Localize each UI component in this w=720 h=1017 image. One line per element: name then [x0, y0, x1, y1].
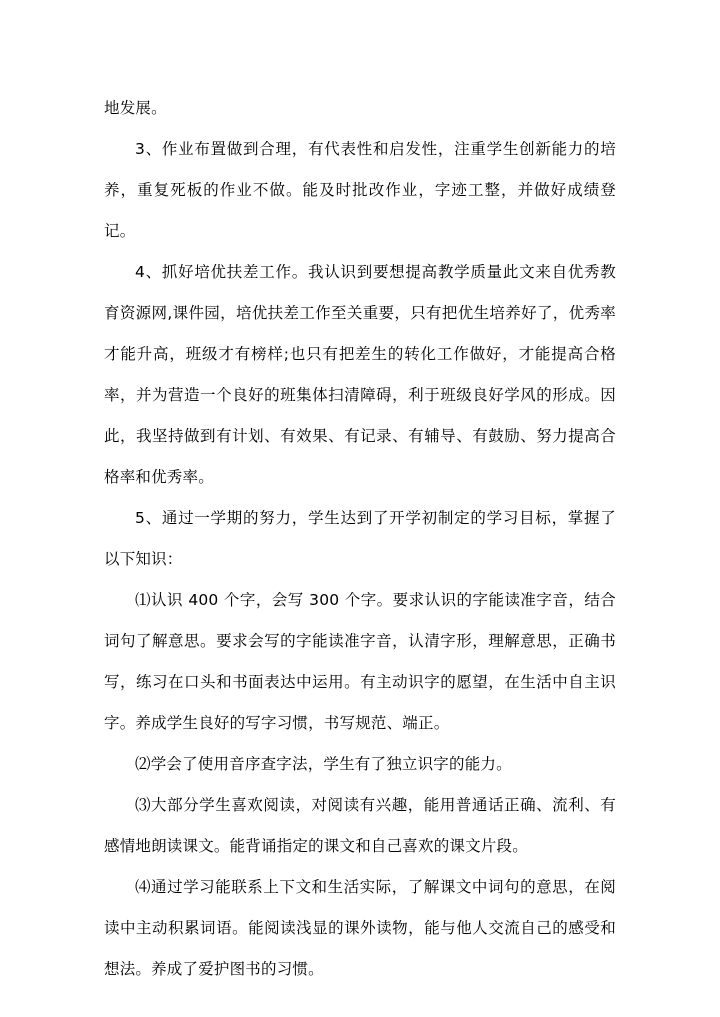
paragraph-sub-4: ⑷通过学习能联系上下文和生活实际，了解课文中词句的意思，在阅读中主动积累词语。能阅读浅显的课外读物，能与他人交流自己的感受和想法。养成了爱护图书的习惯。 [104, 878, 616, 978]
paragraph-sub-1: ⑴认识 400 个字，会写 300 个字。要求认识的字能读准字音，结合词句了解意思。要求会写的字能读准字音，认清字形，理解意思，正确书写，练习在口头和书面表达中运用。有主动识字的愿望，在生活中自主识字。养成学生良好的写字习惯，书写规范、端正。 [104, 591, 616, 732]
paragraph-item-4: 4、抓好培优扶差工作。我认识到要想提高教学质量此文来自优秀教育资源网,课件园，培优扶差工作至关重要，只有把优生培养好了，优秀率才能升高，班级才有榜样;也只有把差生的转化工作做好，才能提高合格率，并为营造一个良好的班集体扫清障碍，利于班级良好学风的形成。因此，我坚持做到有计划、有效果、有记录、有辅导、有鼓励、努力提高合格率和优秀率。 [104, 263, 616, 486]
paragraph-item-5: 5、通过一学期的努力，学生达到了开学初制定的学习目标，掌握了以下知识： [104, 509, 616, 568]
paragraph-sub-2: ⑵学会了使用音序查字法，学生有了独立识字的能力。 [135, 755, 512, 773]
paragraph-item-3: 3、作业布置做到合理，有代表性和启发性，注重学生创新能力的培养，重复死板的作业不做。能及时批改作业，字迹工整，并做好成绩登记。 [104, 140, 616, 240]
paragraph-sub-3: ⑶大部分学生喜欢阅读，对阅读有兴趣，能用普通话正确、流利、有感情地朗读课文。能背诵指定的课文和自己喜欢的课文片段。 [104, 796, 616, 855]
document-body [104, 88, 616, 990]
paragraph-continuation: 地发展。 [104, 99, 167, 117]
